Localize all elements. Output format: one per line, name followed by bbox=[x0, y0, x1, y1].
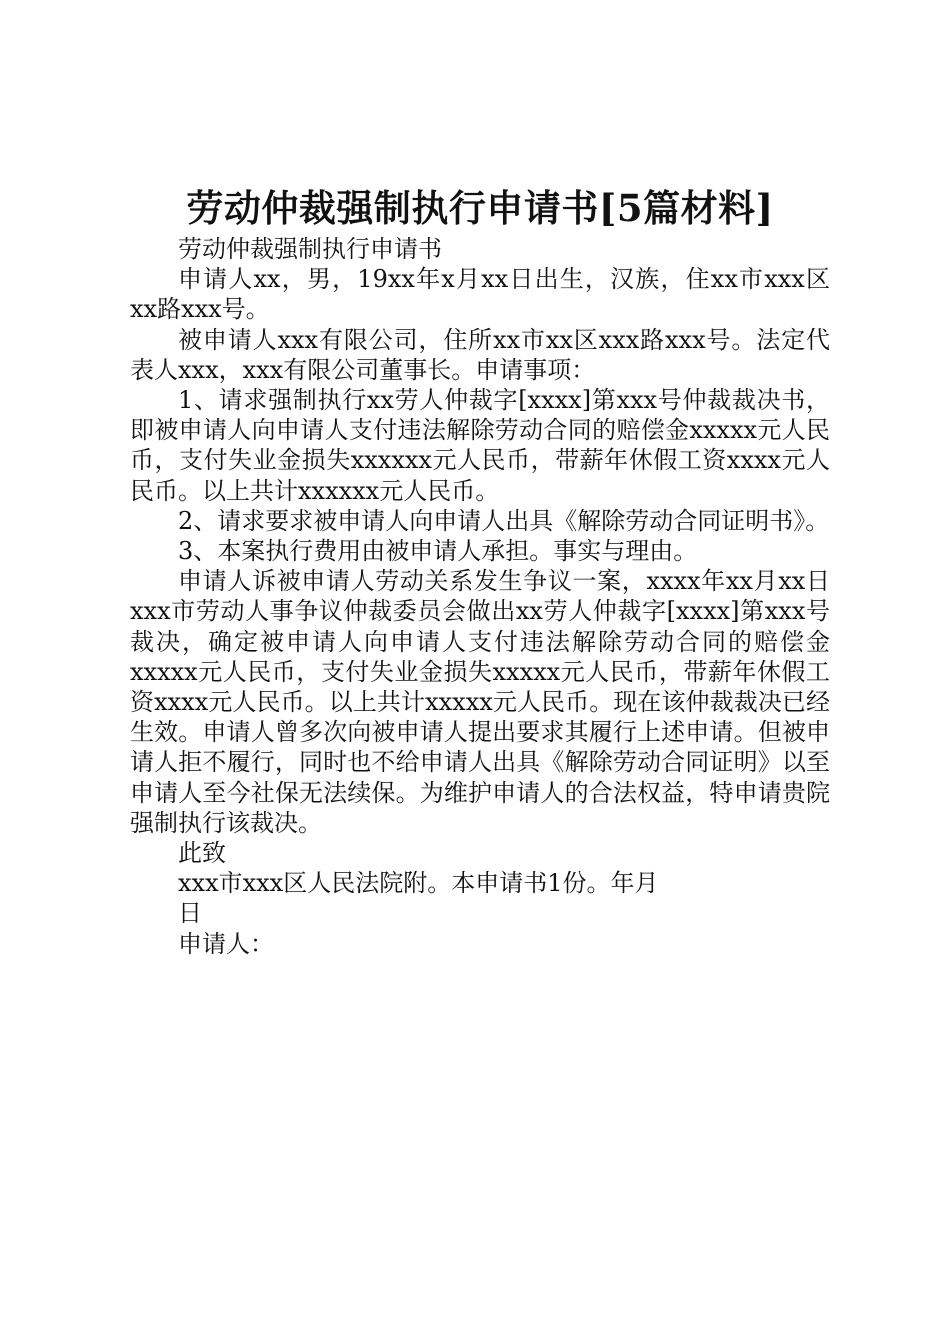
date-day-paragraph: 日 bbox=[178, 899, 202, 928]
court-address-paragraph: xxx市xxx区人民法院附。本申请书1份。年月 bbox=[178, 869, 659, 898]
respondent-info-paragraph: 被申请人xxx有限公司，住所xx市xx区xxx路xxx号。法定代表人xxx，xxx有限公司董事长。申请事项： bbox=[130, 325, 830, 384]
signature-line-paragraph: 申请人： bbox=[178, 929, 274, 958]
subtitle-paragraph: 劳动仲裁强制执行申请书 bbox=[178, 235, 442, 263]
document-body bbox=[130, 234, 830, 959]
request-item-2-paragraph: 2、请求要求被申请人向申请人出具《解除劳动合同证明书》。 bbox=[178, 506, 830, 535]
request-item-1-paragraph: 1、请求强制执行xx劳人仲裁字[xxxx]第xxx号仲裁裁决书，即被申请人向申请人支付违法解除劳动合同的赔偿金xxxxx元人民币，支付失业金损失xxxxxx元人民币，带薪年休假工资xxxx元人民币。以上共计xxxxxx元人民币。 bbox=[130, 386, 830, 505]
salutation-paragraph: 此致 bbox=[178, 839, 226, 868]
facts-and-reasons-paragraph: 申请人诉被申请人劳动关系发生争议一案，xxxx年xx月xx日xxx市劳动人事争议仲裁委员会做出xx劳人仲裁字[xxxx]第xxx号裁决，确定被申请人向申请人支付违法解除劳动合同的赔偿金xxxxx元人民币，支付失业金损失xxxxx元人民币，带薪年休假工资xxxx元人民币。以上共计xxxxx元人民币。现在该仲裁裁决已经生效。申请人曾多次向被申请人提出要求其履行上述申请。但被申请人拒不履行，同时也不给申请人出具《解除劳动合同证明》以至申请人至今社保无法续保。为维护申请人的合法权益，特申请贵院强制执行该裁决。 bbox=[130, 567, 830, 837]
document-title: 劳动仲裁强制执行申请书[5篇材料] bbox=[186, 186, 774, 230]
request-item-3-paragraph: 3、本案执行费用由被申请人承担。事实与理由。 bbox=[178, 537, 698, 566]
applicant-info-paragraph: 申请人xx，男，19xx年x月xx日出生，汉族，住xx市xxx区xx路xxx号。 bbox=[130, 265, 830, 324]
